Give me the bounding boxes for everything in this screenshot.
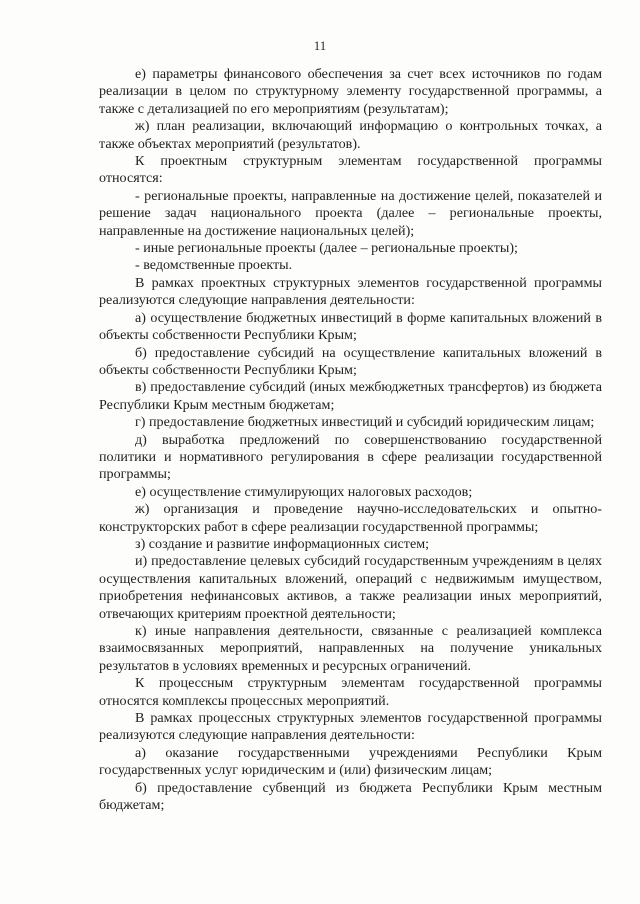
paragraph: з) создание и развитие информационных систем;: [135, 535, 430, 552]
paragraph: В рамках процессных структурных элементов государственной программы реализуются следующие направления деятельности:: [99, 710, 602, 744]
paragraph: к) иные направления деятельности, связанные с реализацией комплекса взаимосвязанных мероприятий, направленных на получение уникальных результатов в условиях временных и ресурсных ограничений.: [99, 623, 602, 674]
paragraph: - иные региональные проекты (далее – региональные проекты);: [135, 240, 518, 257]
paragraph: ж) план реализации, включающий информацию о контрольных точках, а также объектах мероприятий (результатов).: [99, 118, 602, 152]
paragraph: а) оказание государственными учреждениями Республики Крым государственных услуг юридическим и (или) физическим лицам;: [99, 744, 602, 779]
paragraph: В рамках проектных структурных элементов государственной программы реализуются следующие направления деятельности:: [99, 274, 602, 309]
document-body: [99, 66, 602, 814]
paragraph: - региональные проекты, направленные на достижение целей, показателей и решение задач национального проекта (далее – региональные проекты, направленные на достижение национальных целей);: [99, 187, 602, 239]
paragraph: б) предоставление субсидий на осуществление капитальных вложений в объекты собственности Республики Крым;: [99, 344, 602, 378]
page-number: 11: [313, 38, 327, 53]
paragraph: е) осуществление стимулирующих налоговых расходов;: [135, 483, 473, 500]
paragraph: д) выработка предложений по совершенствованию государственной политики и нормативного регулирования в сфере реализации государственной программы;: [99, 431, 602, 483]
paragraph: - ведомственные проекты.: [135, 257, 293, 274]
paragraph: К проектным структурным элементам государственной программы относятся:: [99, 153, 602, 187]
paragraph: е) параметры финансового обеспечения за счет всех источников по годам реализации в целом по структурному элементу государственной программы, а также с детализацией по его мероприятиям (результатам);: [99, 66, 602, 117]
paragraph: в) предоставление субсидий (иных межбюджетных трансфертов) из бюджета Республики Крым местным бюджетам;: [99, 379, 602, 413]
paragraph: а) осуществление бюджетных инвестиций в форме капитальных вложений в объекты собственности Республики Крым;: [99, 309, 602, 344]
paragraph: ж) организация и проведение научно-исследовательских и опытно-конструкторских работ в сфере реализации государственной программы;: [99, 501, 602, 535]
paragraph: г) предоставление бюджетных инвестиций и субсидий юридическим лицам;: [135, 414, 595, 431]
paragraph: б) предоставление субвенций из бюджета Республики Крым местным бюджетам;: [99, 779, 602, 814]
paragraph: К процессным структурным элементам государственной программы относятся комплексы процессных мероприятий.: [99, 675, 602, 709]
paragraph: и) предоставление целевых субсидий государственным учреждениям в целях осуществления капитальных вложений, операций с недвижимым имуществом, приобретения нефинансовых активов, а также реализации иных мероприятий, отвечающих критериям проектной деятельности;: [99, 553, 602, 622]
